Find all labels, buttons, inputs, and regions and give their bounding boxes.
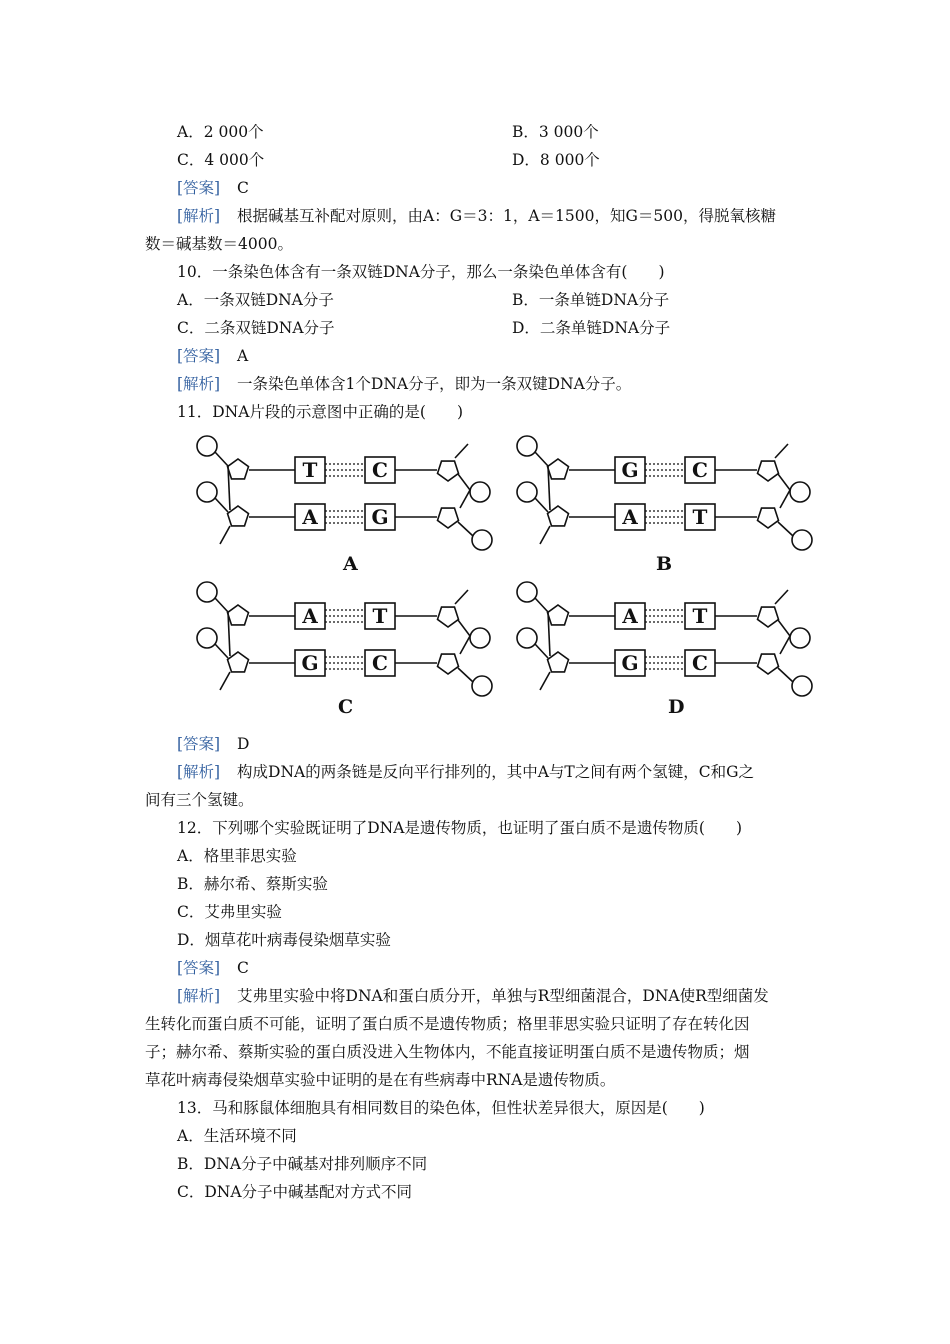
phosphate-icon bbox=[472, 530, 492, 550]
analysis-tag: [解析] bbox=[177, 207, 221, 225]
phosphate-icon bbox=[792, 530, 812, 550]
backbone-line bbox=[458, 522, 473, 536]
analysis-tag: [解析] bbox=[177, 987, 221, 1005]
q12-option-a: A．格里菲思实验 bbox=[177, 847, 297, 865]
analysis-text: 根据碱基互补配对原则，由A：G＝3：1，A＝1500，知G＝500，得脱氧核糖 bbox=[237, 207, 776, 225]
q12-analysis-line4: 草花叶病毒侵染烟草实验中证明的是在有些病毒中RNA是遗传物质。 bbox=[145, 1071, 616, 1089]
base-letter: A bbox=[622, 505, 638, 529]
answer-value: D bbox=[237, 735, 250, 753]
q13-option-c: C．DNA分子中碱基配对方式不同 bbox=[177, 1183, 413, 1201]
backbone-line bbox=[460, 490, 470, 508]
phosphate-icon bbox=[470, 628, 490, 648]
phosphate-icon bbox=[472, 676, 492, 696]
phosphate-icon bbox=[790, 482, 810, 502]
q10-option-b: B．一条单链DNA分子 bbox=[512, 291, 670, 309]
q13-stem: 13．马和豚鼠体细胞具有相同数目的染色体，但性状差异很大，原因是( ) bbox=[177, 1099, 705, 1117]
backbone-line bbox=[778, 522, 793, 536]
backbone-line bbox=[460, 636, 470, 654]
base-letter: G bbox=[371, 505, 389, 529]
deoxyribose-icon bbox=[438, 654, 459, 674]
q12-analysis-line3: 子；赫尔希、蔡斯实验的蛋白质没进入生物体内，不能直接证明蛋白质不是遗传物质；烟 bbox=[145, 1043, 750, 1061]
q10-analysis bbox=[177, 374, 631, 394]
phosphate-icon bbox=[470, 482, 490, 502]
answer-tag: [答案] bbox=[177, 735, 221, 753]
base-letter: A bbox=[622, 604, 638, 628]
analysis-tag: [解析] bbox=[177, 375, 221, 393]
q10-option-a: A．一条双链DNA分子 bbox=[177, 291, 334, 309]
backbone-line bbox=[455, 444, 468, 458]
phosphate-icon bbox=[517, 482, 537, 502]
answer-value: A bbox=[237, 347, 249, 365]
q9-answer bbox=[177, 178, 249, 198]
base-letter: G bbox=[621, 458, 639, 482]
deoxyribose-icon bbox=[758, 461, 779, 481]
q9-option-c: C．4 000个 bbox=[177, 151, 265, 169]
base-letter: C bbox=[372, 651, 388, 675]
backbone-line bbox=[215, 452, 228, 466]
backbone-line bbox=[780, 636, 790, 654]
deoxyribose-icon bbox=[228, 605, 249, 625]
deoxyribose-icon bbox=[228, 459, 249, 479]
phosphate-icon bbox=[197, 628, 217, 648]
backbone-line bbox=[780, 490, 790, 508]
backbone-line bbox=[535, 452, 548, 466]
deoxyribose-icon bbox=[548, 605, 569, 625]
base-letter: A bbox=[302, 604, 318, 628]
backbone-line bbox=[775, 590, 788, 604]
base-letter: T bbox=[692, 604, 708, 628]
deoxyribose-icon bbox=[758, 654, 779, 674]
q11-answer bbox=[177, 734, 249, 754]
diagram-label-d: D bbox=[668, 696, 685, 718]
deoxyribose-icon bbox=[548, 459, 569, 479]
q9-option-b: B．3 000个 bbox=[512, 123, 599, 141]
answer-tag: [答案] bbox=[177, 959, 221, 977]
backbone-line bbox=[535, 644, 548, 658]
backbone-line bbox=[778, 474, 790, 490]
base-letter: G bbox=[621, 651, 639, 675]
q9-option-d: D．8 000个 bbox=[512, 151, 600, 169]
q12-option-b: B．赫尔希、蔡斯实验 bbox=[177, 875, 328, 893]
q12-analysis bbox=[177, 986, 769, 1006]
analysis-text: 艾弗里实验中将DNA和蛋白质分开，单独与R型细菌混合，DNA使R型细菌发 bbox=[237, 987, 769, 1005]
analysis-text: 构成DNA的两条链是反向平行排列的，其中A与T之间有两个氢键，C和G之 bbox=[237, 763, 755, 781]
backbone-line bbox=[458, 620, 470, 636]
phosphate-icon bbox=[517, 582, 537, 602]
backbone-line bbox=[220, 672, 230, 690]
backbone-line bbox=[215, 598, 228, 612]
q10-option-c: C．二条双链DNA分子 bbox=[177, 319, 335, 337]
base-letter: T bbox=[692, 505, 708, 529]
q11-analysis-cont: 间有三个氢键。 bbox=[145, 791, 254, 809]
backbone-line bbox=[455, 590, 468, 604]
diagram-label-c: C bbox=[338, 696, 354, 718]
q9-option-a: A．2 000个 bbox=[177, 123, 264, 141]
phosphate-icon bbox=[197, 482, 217, 502]
answer-value: C bbox=[237, 959, 249, 977]
q11-analysis bbox=[177, 762, 754, 782]
dna-diagram-d bbox=[510, 578, 820, 708]
q10-answer bbox=[177, 346, 248, 366]
q13-option-a: A．生活环境不同 bbox=[177, 1127, 297, 1145]
q11-stem: 11．DNA片段的示意图中正确的是( ) bbox=[177, 403, 464, 421]
q12-analysis-line2: 生转化而蛋白质不可能，证明了蛋白质不是遗传物质；格里菲思实验只证明了存在转化因 bbox=[145, 1015, 750, 1033]
q10-stem: 10．一条染色体含有一条双链DNA分子，那么一条染色单体含有( ) bbox=[177, 263, 665, 281]
phosphate-icon bbox=[790, 628, 810, 648]
deoxyribose-icon bbox=[758, 607, 779, 627]
base-letter: T bbox=[372, 604, 388, 628]
backbone-line bbox=[215, 498, 228, 512]
q10-option-d: D．二条单链DNA分子 bbox=[512, 319, 671, 337]
q9-analysis bbox=[177, 206, 776, 226]
q12-answer bbox=[177, 958, 249, 978]
answer-tag: [答案] bbox=[177, 347, 221, 365]
backbone-line bbox=[535, 598, 548, 612]
analysis-text: 一条染色单体含1个DNA分子，即为一条双键DNA分子。 bbox=[237, 375, 632, 393]
backbone-line bbox=[215, 644, 228, 658]
backbone-line bbox=[535, 498, 548, 512]
base-letter: A bbox=[302, 505, 318, 529]
dna-diagram-b bbox=[510, 432, 820, 562]
backbone-line bbox=[778, 668, 793, 682]
base-letter: C bbox=[372, 458, 388, 482]
answer-tag: [答案] bbox=[177, 179, 221, 197]
diagram-label-b: B bbox=[656, 553, 673, 575]
backbone-line bbox=[458, 668, 473, 682]
backbone-line bbox=[775, 444, 788, 458]
backbone-line bbox=[220, 526, 230, 544]
phosphate-icon bbox=[197, 582, 217, 602]
diagram-label-a: A bbox=[343, 553, 358, 575]
phosphate-icon bbox=[792, 676, 812, 696]
backbone-line bbox=[540, 526, 550, 544]
base-letter: G bbox=[301, 651, 319, 675]
analysis-tag: [解析] bbox=[177, 763, 221, 781]
answer-value: C bbox=[237, 179, 249, 197]
deoxyribose-icon bbox=[438, 461, 459, 481]
backbone-line bbox=[458, 474, 470, 490]
deoxyribose-icon bbox=[438, 607, 459, 627]
q13-option-b: B．DNA分子中碱基对排列顺序不同 bbox=[177, 1155, 428, 1173]
backbone-line bbox=[778, 620, 790, 636]
q12-stem: 12．下列哪个实验既证明了DNA是遗传物质，也证明了蛋白质不是遗传物质( ) bbox=[177, 819, 743, 837]
q12-option-c: C．艾弗里实验 bbox=[177, 903, 282, 921]
deoxyribose-icon bbox=[758, 508, 779, 528]
base-letter: C bbox=[692, 458, 708, 482]
deoxyribose-icon bbox=[438, 508, 459, 528]
base-letter: C bbox=[692, 651, 708, 675]
base-letter: T bbox=[302, 458, 318, 482]
phosphate-icon bbox=[517, 628, 537, 648]
dna-diagram-a bbox=[190, 432, 500, 562]
q9-analysis-cont: 数＝碱基数＝4000。 bbox=[145, 235, 293, 253]
phosphate-icon bbox=[517, 436, 537, 456]
dna-diagram-c bbox=[190, 578, 500, 708]
phosphate-icon bbox=[197, 436, 217, 456]
q12-option-d: D．烟草花叶病毒侵染烟草实验 bbox=[177, 931, 391, 949]
backbone-line bbox=[540, 672, 550, 690]
